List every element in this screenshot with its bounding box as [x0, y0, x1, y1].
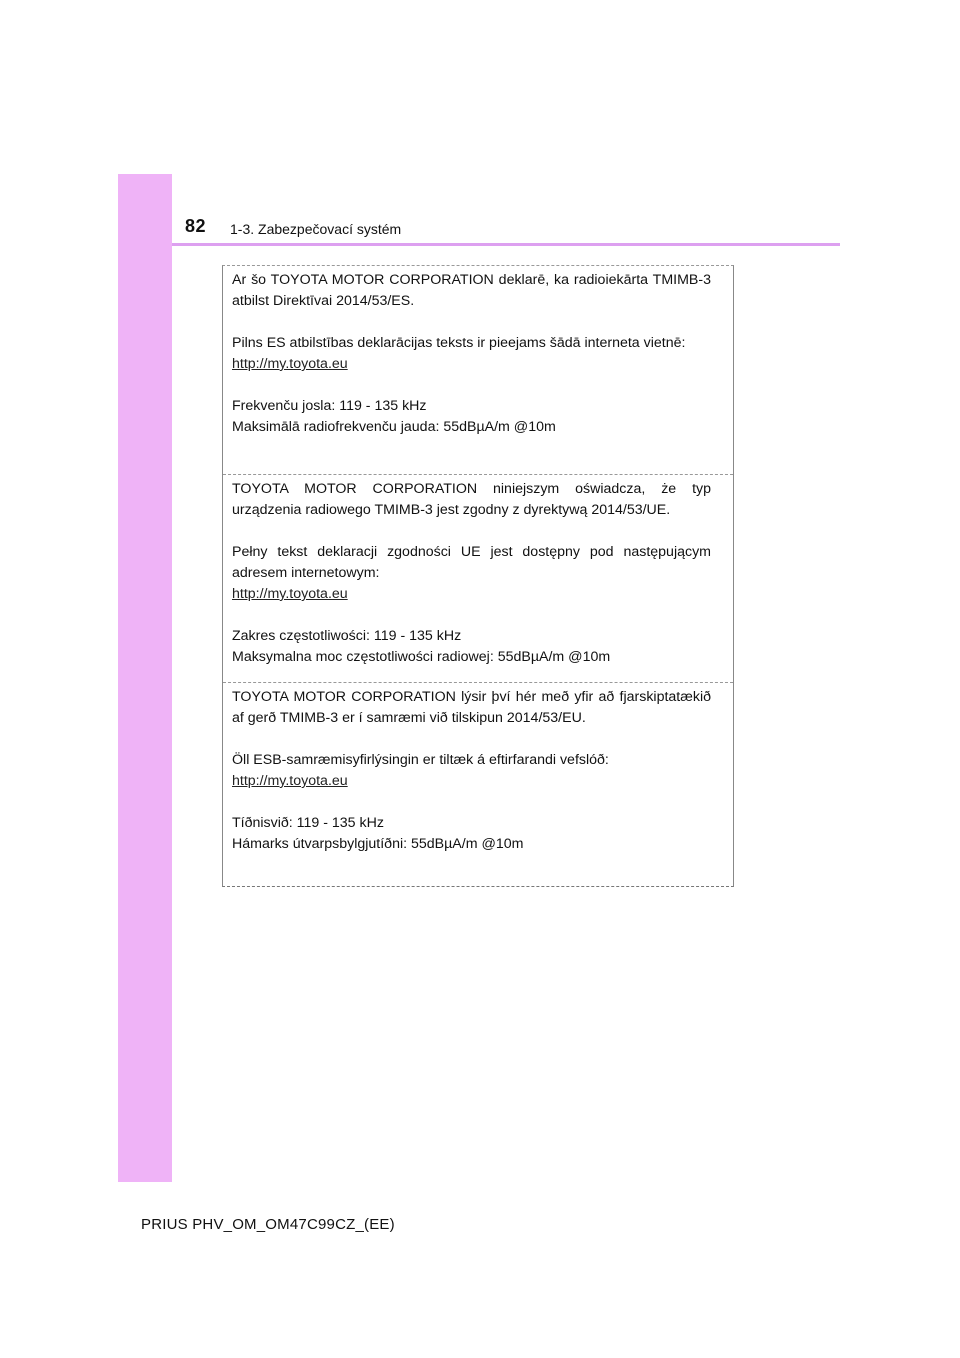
frequency-band: Frekvenču josla: 119 - 135 kHz	[232, 398, 427, 414]
declaration-icelandic	[223, 682, 733, 886]
chapter-sidebar-tab	[118, 174, 172, 1182]
declaration-box	[222, 265, 734, 887]
page-number: 82	[185, 216, 207, 236]
max-power: Maksimālā radiofrekvenču jauda: 55dBµA/m @10m	[232, 419, 556, 435]
declaration-latvian	[223, 266, 733, 474]
declaration-full-text-note: Pełny tekst deklaracji zgodności UE jest dostępny pod następującym adresem internetowym:	[232, 544, 711, 581]
document-id-footer: PRIUS PHV_OM_OM47C99CZ_(EE)	[141, 1216, 395, 1233]
declaration-url-link[interactable]: http://my.toyota.eu	[232, 773, 348, 789]
section-title: 1-3. Zabezpečovací systém	[230, 221, 402, 237]
declaration-full-text-note: Öll ESB-samræmisyfirlýsingin er tiltæk á eftirfarandi vefslóð:	[232, 752, 609, 768]
frequency-band: Tíðnisvið: 119 - 135 kHz	[232, 815, 384, 831]
declaration-url-link[interactable]: http://my.toyota.eu	[232, 356, 348, 372]
max-power: Maksymalna moc częstotliwości radiowej: 55dBµA/m @10m	[232, 649, 611, 665]
declaration-intro: TOYOTA MOTOR CORPORATION lýsir því hér með yfir að fjarskiptatækið af gerð TMIMB-3 er í samræmi við tilskipun 2014/53/EU.	[232, 689, 711, 726]
declaration-full-text-note: Pilns ES atbilstības deklarācijas teksts ir pieejams šādā interneta vietnē:	[232, 335, 686, 351]
frequency-band: Zakres częstotliwości: 119 - 135 kHz	[232, 628, 462, 644]
declaration-polish	[223, 474, 733, 682]
declaration-url-link[interactable]: http://my.toyota.eu	[232, 586, 348, 602]
header-divider	[172, 243, 840, 246]
max-power: Hámarks útvarpsbylgjutíðni: 55dBµA/m @10m	[232, 836, 524, 852]
declaration-intro: TOYOTA MOTOR CORPORATION niniejszym oświadcza, że typ urządzenia radiowego TMIMB-3 jest zgodny z dyrektywą 2014/53/UE.	[232, 481, 711, 518]
declaration-intro: Ar šo TOYOTA MOTOR CORPORATION deklarē, ka radioiekārta TMIMB-3 atbilst Direktīvai 2014/53/ES.	[232, 272, 711, 309]
